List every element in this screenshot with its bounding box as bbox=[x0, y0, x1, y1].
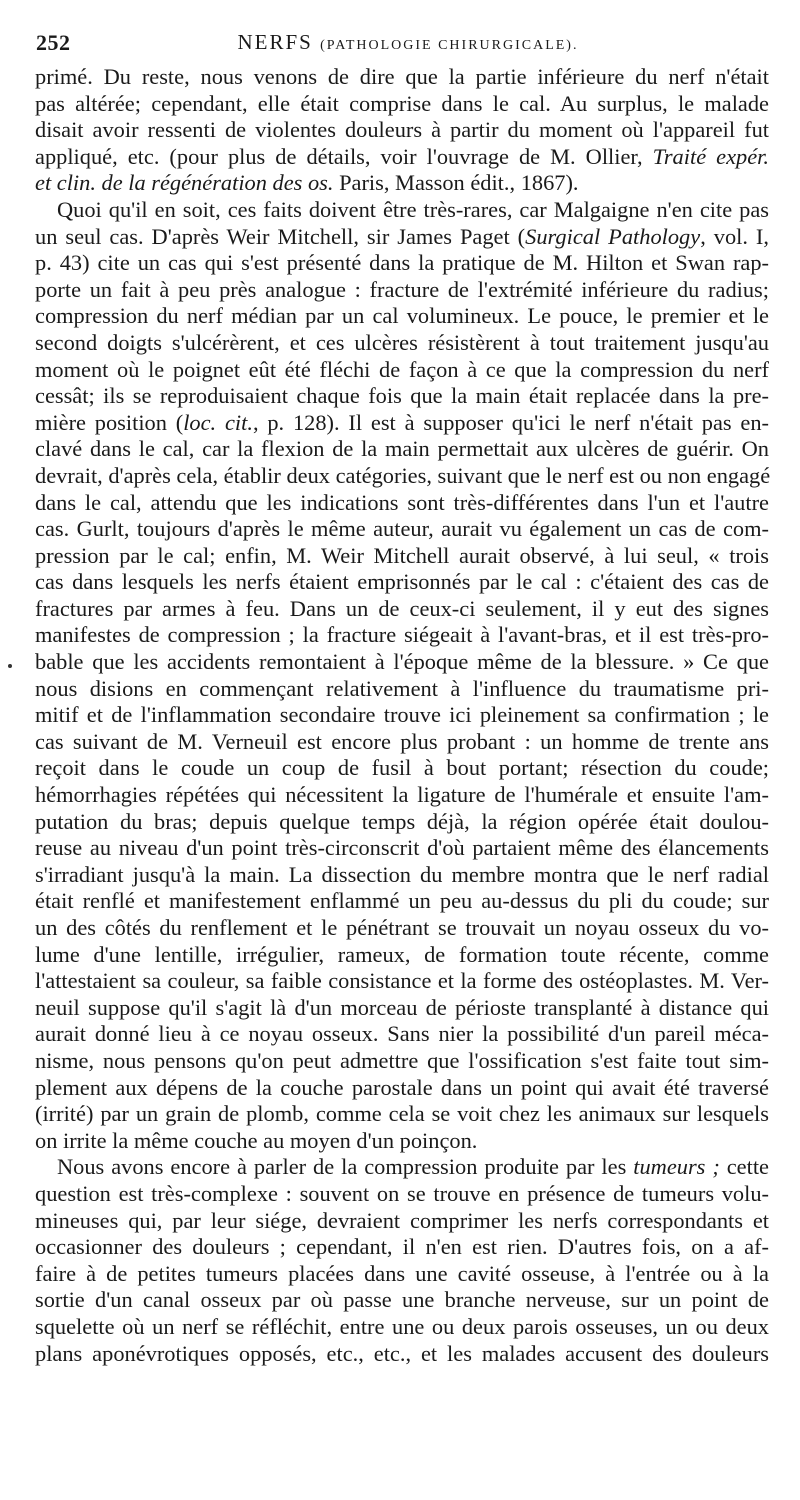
paragraph bbox=[35, 1154, 769, 1367]
text-line bbox=[35, 224, 769, 251]
text-line bbox=[35, 968, 769, 995]
running-title-sub: (PATHOLOGIE CHIRURGICALE). bbox=[320, 38, 579, 53]
text-line bbox=[35, 676, 769, 703]
text-line bbox=[35, 1208, 769, 1235]
italic-text: Surgical Pathology bbox=[525, 223, 701, 249]
text-segment: mitif et de l'inflammation secondaire trouve ici pleinement sa confirmation ; le bbox=[35, 702, 769, 728]
text-segment: occasionner des douleurs ; cependant, il n'en est rien. D'autres fois, on a af- bbox=[35, 1234, 769, 1260]
text-line bbox=[35, 1101, 769, 1128]
text-segment: bable que les accidents remontaient à l'époque même de la blessure. » Ce que bbox=[35, 649, 769, 675]
text-line bbox=[35, 569, 769, 596]
text-line bbox=[35, 702, 769, 729]
text-line bbox=[35, 91, 769, 118]
text-segment: dans le cal, attendu que les indications sont très-différentes dans l'un et l'autre bbox=[35, 489, 769, 515]
text-segment: moment où le poignet eût été fléchi de façon à ce que la compression du nerf bbox=[35, 356, 769, 382]
text-segment: sortie d'un canal osseux par où passe une branche nerveuse, sur un point de bbox=[35, 1287, 769, 1313]
text-segment: primé. Du reste, nous venons de dire que la partie inférieure du nerf n'était bbox=[35, 64, 769, 89]
text-line bbox=[35, 596, 769, 623]
text-segment: p. 43) cite un cas qui s'est présenté dans la pratique de M. Hilton et Swan rap- bbox=[35, 250, 769, 276]
text-line bbox=[35, 1181, 769, 1208]
body-text bbox=[35, 64, 769, 1367]
text-segment: on irrite la même couche au moyen d'un poinçon. bbox=[35, 1127, 478, 1153]
margin-speck bbox=[8, 664, 12, 668]
text-line bbox=[35, 1021, 769, 1048]
text-segment: hémorrhagies répétées qui nécessitent la ligature de l'humérale et ensuite l'am- bbox=[35, 782, 769, 808]
text-line bbox=[35, 410, 769, 437]
text-segment: Quoi qu'il en soit, ces faits doivent être très-rares, car Malgaigne n'en cite pas bbox=[57, 196, 769, 222]
text-line bbox=[35, 277, 769, 304]
text-line bbox=[35, 1261, 769, 1288]
text-segment: reçoit dans le coude un coup de fusil à bout portant; résection du coude; bbox=[35, 755, 769, 781]
text-line bbox=[35, 543, 769, 570]
text-line bbox=[35, 463, 769, 490]
text-line bbox=[35, 649, 769, 676]
text-line bbox=[35, 144, 769, 171]
text-line bbox=[35, 1234, 769, 1261]
text-segment: s'irradiant jusqu'à la main. La dissection du membre montra que le nerf radial bbox=[35, 861, 769, 887]
text-segment: compression du nerf médian par un cal volumineux. Le pouce, le premier et le bbox=[35, 303, 769, 329]
text-line bbox=[35, 197, 769, 224]
text-segment: question est très-complexe : souvent on se trouve en présence de tumeurs volu- bbox=[35, 1180, 769, 1206]
text-line bbox=[35, 117, 769, 144]
italic-text: et clin. de la régénération des os. bbox=[35, 170, 334, 196]
text-line bbox=[35, 1154, 769, 1181]
text-segment: lume d'une lentille, irrégulier, rameux, de formation toute récente, comme bbox=[35, 941, 769, 967]
text-segment: mineuses qui, par leur siége, devraient comprimer les nerfs correspondants et bbox=[35, 1207, 769, 1233]
text-segment: Nous avons encore à parler de la compression produite par les bbox=[57, 1154, 634, 1180]
text-line bbox=[35, 729, 769, 756]
text-line bbox=[35, 835, 769, 862]
text-line bbox=[35, 330, 769, 357]
text-segment: neuil suppose qu'il s'agit là d'un morceau de périoste transplanté à distance qui bbox=[35, 994, 769, 1020]
text-segment: devrait, d'après cela, établir deux catégories, suivant que le nerf est ou non engagé bbox=[35, 462, 771, 488]
text-line bbox=[35, 862, 769, 889]
running-head bbox=[36, 30, 780, 60]
text-segment: squelette où un nerf se réfléchit, entre une ou deux parois osseuses, un ou deux bbox=[35, 1313, 769, 1339]
text-line bbox=[35, 1341, 769, 1368]
text-segment: nous disions en commençant relativement à l'influence du traumatisme pri- bbox=[35, 675, 769, 701]
text-segment: fractures par armes à feu. Dans un de ceux-ci seulement, il y eut des signes bbox=[35, 595, 769, 621]
text-line bbox=[35, 250, 769, 277]
text-segment: aurait donné lieu à ce noyau osseux. Sans nier la possibilité d'un pareil méca- bbox=[35, 1021, 769, 1047]
text-segment: nisme, nous pensons qu'on peut admettre que l'ossification s'est faite tout sim- bbox=[35, 1047, 769, 1073]
running-title bbox=[36, 30, 780, 55]
text-segment: faire à de petites tumeurs placées dans une cavité osseuse, à l'entrée ou à la bbox=[35, 1260, 769, 1286]
running-title-main: NERFS bbox=[237, 30, 313, 54]
text-line bbox=[35, 436, 769, 463]
text-line bbox=[35, 357, 769, 384]
text-segment: , p. 128). Il est à supposer qu'ici le nerf n'était pas en- bbox=[252, 409, 769, 435]
text-segment: Paris, Masson édit., 1867). bbox=[333, 170, 579, 196]
text-line bbox=[35, 809, 769, 836]
text-segment: plans aponévrotiques opposés, etc., etc., et les malades accusent des douleurs bbox=[35, 1340, 769, 1366]
paragraph bbox=[35, 64, 769, 197]
text-segment: plement aux dépens de la couche parostale dans un point qui avait été traversé bbox=[35, 1074, 769, 1100]
text-segment: (irrité) par un grain de plomb, comme cela se voit chez les animaux sur lesquels bbox=[35, 1101, 769, 1127]
text-line bbox=[35, 1287, 769, 1314]
text-segment: pas altérée; cependant, elle était comprise dans le cal. Au surplus, le malade bbox=[35, 90, 769, 116]
text-segment: putation du bras; depuis quelque temps déjà, la région opérée était doulou- bbox=[35, 808, 769, 834]
text-line bbox=[35, 490, 769, 517]
italic-text: tumeurs ; bbox=[633, 1154, 720, 1180]
text-segment: cas dans lesquels les nerfs étaient emprisonnés par le cal : c'étaient des cas de bbox=[35, 569, 769, 595]
text-line bbox=[35, 383, 769, 410]
text-segment: clavé dans le cal, car la flexion de la main permettait aux ulcères de guérir. On bbox=[35, 436, 769, 462]
text-line bbox=[35, 622, 769, 649]
text-segment: porte un fait à peu près analogue : fracture de l'extrémité inférieure du radius; bbox=[35, 276, 769, 302]
text-segment: mière position ( bbox=[35, 409, 184, 435]
text-segment: cessât; ils se reproduisaient chaque fois que la main était replacée dans la pre- bbox=[35, 383, 769, 409]
text-line bbox=[35, 64, 769, 91]
text-line bbox=[35, 1075, 769, 1102]
text-line bbox=[35, 1048, 769, 1075]
text-segment: cas. Gurlt, toujours d'après le même auteur, aurait vu également un cas de com- bbox=[35, 516, 769, 542]
text-segment: disait avoir ressenti de violentes douleurs à partir du moment où l'appareil fut bbox=[35, 117, 769, 143]
text-line bbox=[35, 915, 769, 942]
text-segment: reuse au niveau d'un point très-circonscrit d'où partaient même des élancements bbox=[35, 835, 769, 861]
text-segment: appliqué, etc. (pour plus de détails, voir l'ouvrage de M. Ollier, bbox=[35, 143, 653, 169]
italic-text: Traité expér. bbox=[652, 143, 769, 169]
text-line bbox=[35, 888, 769, 915]
text-segment: , vol. I, bbox=[700, 223, 769, 249]
page-number: 252 bbox=[36, 30, 71, 55]
text-segment: cette bbox=[719, 1154, 769, 1180]
text-line bbox=[35, 170, 769, 197]
text-segment: l'attestaient sa couleur, sa faible consistance et la forme des ostéoplastes. M. Ver- bbox=[35, 968, 769, 994]
text-segment: manifestes de compression ; la fracture siégeait à l'avant-bras, et il est très-pro- bbox=[35, 622, 769, 648]
text-line bbox=[35, 303, 769, 330]
text-segment: cas suivant de M. Verneuil est encore plus probant : un homme de trente ans bbox=[35, 728, 769, 754]
text-segment: pression par le cal; enfin, M. Weir Mitchell aurait observé, à lui seul, « trois bbox=[35, 542, 769, 568]
text-line bbox=[35, 1128, 769, 1155]
text-line bbox=[35, 942, 769, 969]
text-segment: un des côtés du renflement et le pénétrant se trouvait un noyau osseux du vo- bbox=[35, 915, 769, 940]
text-line bbox=[35, 995, 769, 1022]
text-line bbox=[35, 1314, 769, 1341]
text-segment: était renflé et manifestement enflammé un peu au-dessus du pli du coude; sur bbox=[35, 888, 769, 914]
text-line bbox=[35, 516, 769, 543]
text-line bbox=[35, 755, 769, 782]
text-segment: second doigts s'ulcérèrent, et ces ulcères résistèrent à tout traitement jusqu'au bbox=[35, 329, 769, 355]
italic-text: loc. cit. bbox=[183, 409, 253, 435]
text-segment: un seul cas. D'après Weir Mitchell, sir James Paget ( bbox=[35, 223, 526, 249]
paragraph bbox=[35, 197, 769, 1154]
text-line bbox=[35, 782, 769, 809]
